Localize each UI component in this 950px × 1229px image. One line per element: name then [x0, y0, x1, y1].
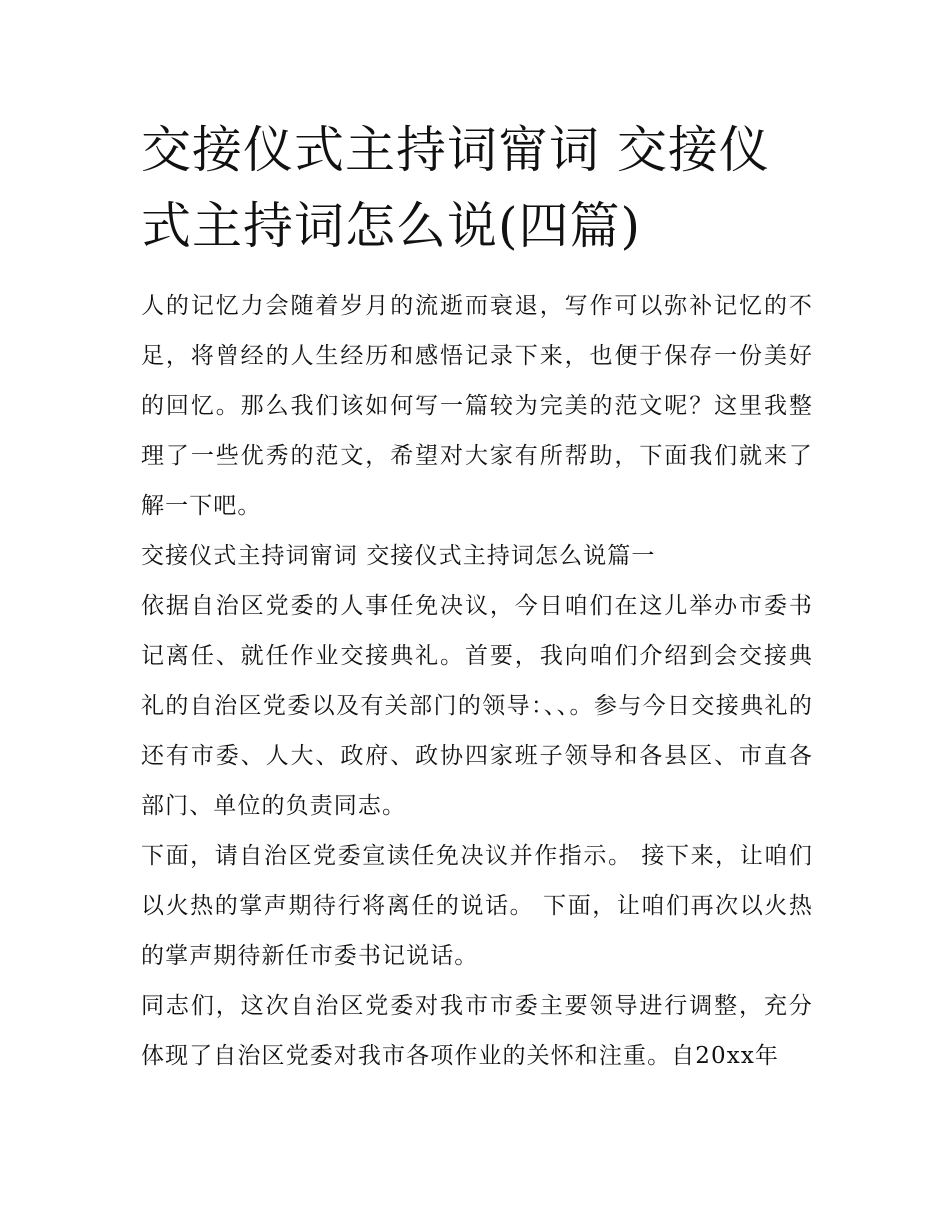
body-paragraph-2: 下面，请自治区党委宣读任免决议并作指示。 接下来，让咱们以火热的掌声期待行将离任的说话。 下面，让咱们再次以火热的掌声期待新任市委书记说话。	[141, 843, 813, 969]
document-title: 交接仪式主持词甯词 交接仪式主持词怎么说(四篇)	[141, 121, 770, 255]
intro-paragraph: 人的记忆力会随着岁月的流逝而衰退，写作可以弥补记忆的不足，将曾经的人生经历和感悟记录下来，也便于保存一份美好的回忆。那么我们该如何写一篇较为完美的范文呢？这里我整理了一些优秀的范文，希望对大家有所帮助，下面我们就来了解一下吧。	[141, 293, 813, 519]
document-body	[141, 281, 813, 1081]
document-page	[141, 112, 813, 1081]
body-paragraph-1: 依据自治区党委的人事任免决议，今日咱们在这儿举办市委书记离任、就任作业交接典礼。首要，我向咱们介绍到会交接典礼的自治区党委以及有关部门的领导：、、。参与今日交接典礼的还有市委、人大、政府、政协四家班子领导和各县区、市直各部门、单位的负责同志。	[141, 593, 813, 819]
section-heading: 交接仪式主持词甯词 交接仪式主持词怎么说篇一	[141, 543, 656, 569]
body-paragraph-3: 同志们，这次自治区党委对我市市委主要领导进行调整，充分体现了自治区党委对我市各项作业的关怀和注重。自20xx年	[141, 993, 813, 1069]
